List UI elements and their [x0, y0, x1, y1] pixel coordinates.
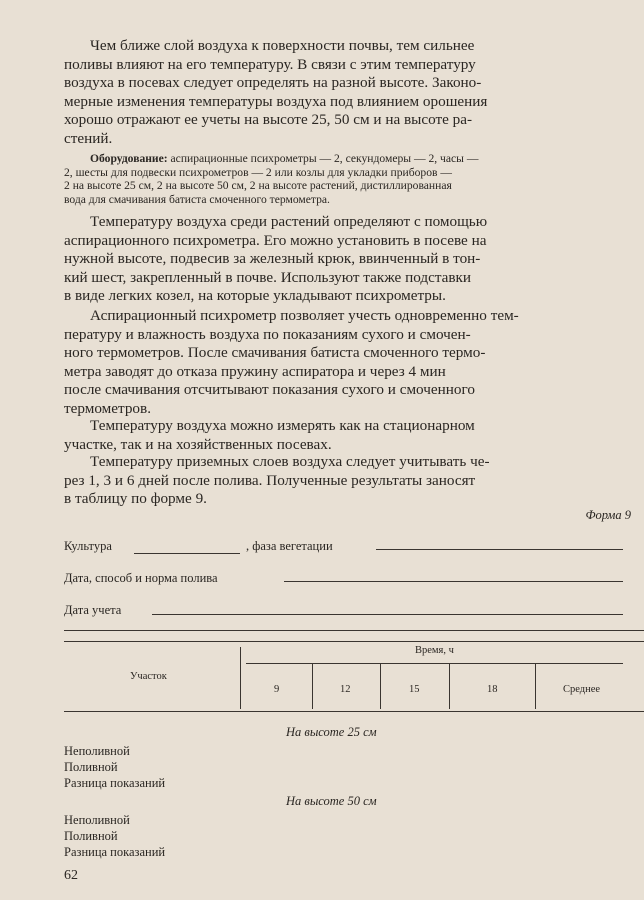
time-column-15: 15 — [409, 684, 420, 695]
section-title-50cm: На высоте 50 см — [286, 794, 377, 808]
table-bottom-rule — [64, 711, 644, 712]
table-row-label: Разница показаний — [64, 845, 166, 859]
text-line: в виде легких козел, на которые укладывают психрометры. — [64, 287, 446, 304]
text-line: хорошо отражают ее учеты на высоте 25, 50 см и на высоте ра- — [64, 111, 473, 128]
table-divider — [449, 664, 450, 709]
table-divider — [240, 647, 241, 709]
time-column-9: 9 — [274, 684, 280, 695]
plot-column-header: Участок — [130, 671, 167, 682]
text-line: участке, так и на хозяйственных посевах. — [64, 435, 332, 453]
text-line: пературу и влажность воздуха по показаниям сухого и смочен- — [64, 325, 471, 343]
irrigation-field-line — [284, 581, 623, 582]
text-line: после смачивания отсчитывают показания сухого и смоченного — [64, 381, 475, 398]
time-column-header: Время, ч — [415, 645, 454, 656]
record-date-label: Дата учета — [64, 603, 122, 617]
table-divider — [380, 664, 381, 709]
page-number: 62 — [64, 868, 78, 883]
table-top-rule — [64, 641, 644, 642]
culture-label: Культура — [64, 539, 112, 553]
time-column-average: Среднее — [563, 684, 601, 695]
culture-field-line — [134, 553, 240, 554]
equipment-note — [64, 152, 644, 206]
text-line: мерные изменения температуры воздуха под влиянием орошения — [64, 92, 488, 110]
phase-label: , фаза вегетации — [246, 539, 333, 553]
table-divider — [535, 664, 536, 709]
text-line: воздуха в посевах следует определять на разной высоте. Законо- — [64, 74, 482, 91]
intro-paragraph — [64, 37, 644, 148]
text-line: рез 1, 3 и 6 дней после полива. Полученные результаты заносят — [64, 471, 476, 489]
table-row-label: Разница показаний — [64, 776, 166, 790]
text-line: Температуру воздуха можно измерять как на стационарном — [90, 417, 475, 434]
table-row-label: Неполивной — [64, 744, 130, 758]
form-label: Форма 9 — [585, 508, 631, 522]
table-row-label: Поливной — [64, 760, 118, 774]
body-paragraph — [64, 453, 644, 509]
body-paragraph — [64, 417, 644, 454]
text-line: 2, шесты для подвески психрометров — 2 или козлы для укладки приборов — — [64, 165, 452, 179]
section-title-25cm: На высоте 25 см — [286, 725, 377, 739]
text-line: Чем ближе слой воздуха к поверхности почвы, тем сильнее — [90, 37, 475, 54]
text-line: аспирационные психрометры — 2, секундомеры — 2, часы — — [170, 152, 479, 165]
equipment-label: Оборудование: — [90, 152, 168, 165]
table-header-rule — [246, 663, 623, 664]
phase-field-line — [376, 549, 623, 550]
text-line: метра заводят до отказа пружину аспиратора и через 4 мин — [64, 362, 446, 380]
table-row-label: Поливной — [64, 829, 118, 843]
text-line: Температуру приземных слоев воздуха следует учитывать че- — [90, 453, 490, 470]
text-line: аспирационного психрометра. Его можно установить в посеве на — [64, 231, 487, 249]
table-row-label: Неполивной — [64, 813, 130, 827]
time-column-18: 18 — [487, 684, 498, 695]
text-line: нужной высоте, подвесив за железный крюк, ввинченный в тон- — [64, 250, 481, 267]
body-paragraph — [64, 213, 644, 306]
text-line: вода для смачивания батиста смоченного термометра. — [64, 192, 330, 206]
record-date-field-line — [152, 614, 623, 615]
table-divider — [312, 664, 313, 709]
text-line: Аспирационный психрометр позволяет учесть одновременно тем- — [90, 307, 519, 324]
text-line: 2 на высоте 25 см, 2 на высоте 50 см, 2 на высоте растений, дистиллированная — [64, 179, 452, 193]
text-line: кий шест, закрепленный в почве. Используют также подставки — [64, 268, 472, 286]
irrigation-label: Дата, способ и норма полива — [64, 571, 218, 585]
table-top-rule — [64, 630, 644, 631]
text-line: термометров. — [64, 399, 151, 417]
text-line: ного термометров. После смачивания батиста смоченного термо- — [64, 344, 486, 361]
text-line: Температуру воздуха среди растений определяют с помощью — [90, 213, 488, 230]
text-line: в таблицу по форме 9. — [64, 490, 207, 507]
time-column-12: 12 — [340, 684, 351, 695]
text-line: стений. — [64, 129, 113, 147]
text-line: поливы влияют на его температуру. В связи с этим температуру — [64, 55, 476, 73]
body-paragraph — [64, 307, 644, 418]
